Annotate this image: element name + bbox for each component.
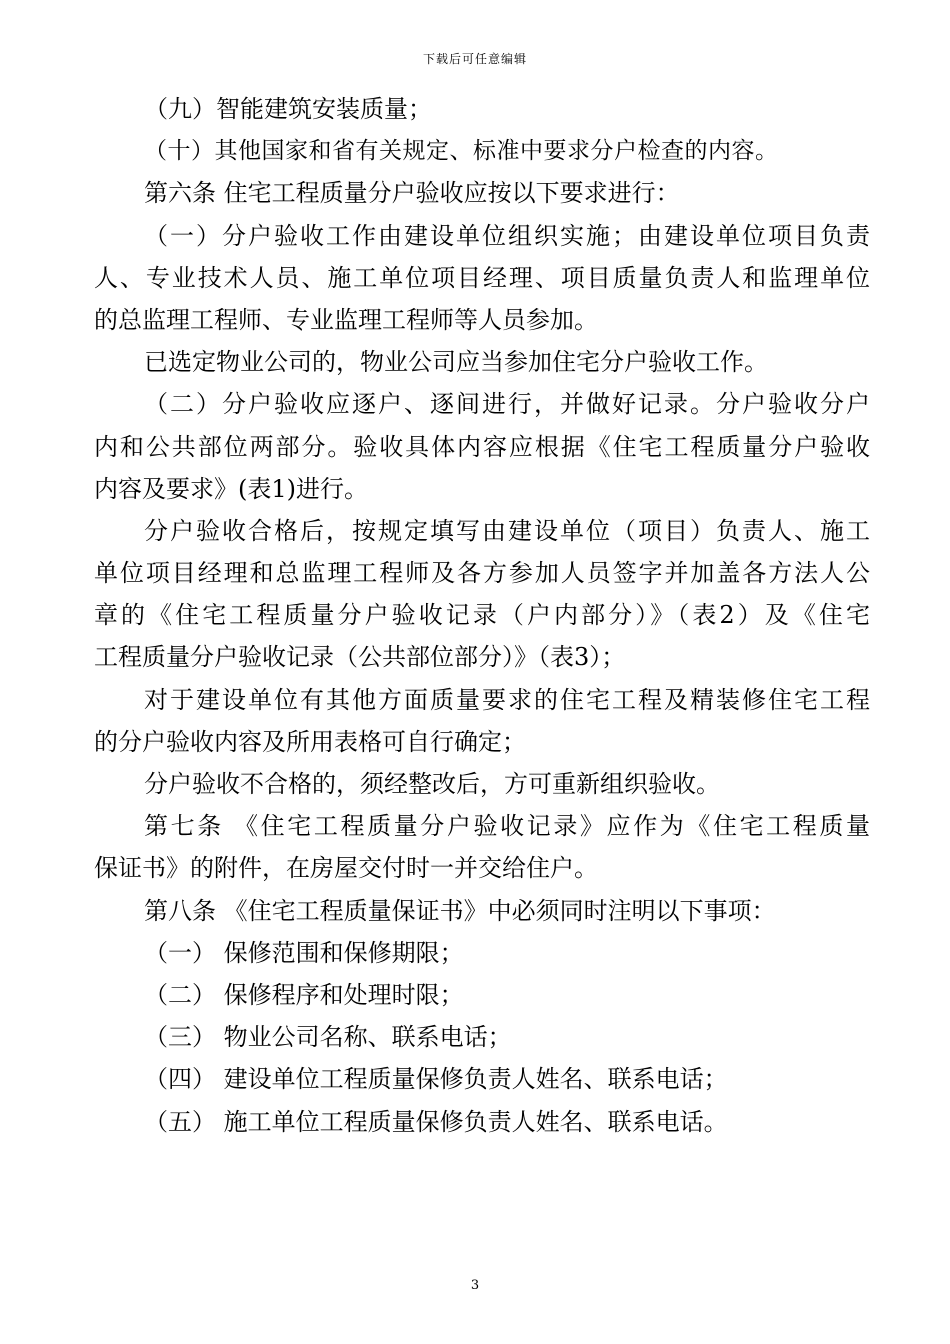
paragraph-line: （九）智能建筑安装质量； bbox=[144, 95, 432, 123]
paragraph-line: 分户验收不合格的，须经整改后，方可重新组织验收。 bbox=[144, 770, 720, 798]
paragraph-line: 人、专业技术人员、施工单位项目经理、项目质量负责人和监理单位 bbox=[94, 263, 870, 292]
paragraph-line: 的分户验收内容及所用表格可自行确定； bbox=[94, 727, 526, 756]
paragraph-line: 第七条 《住宅工程质量分户验收记录》应作为《住宅工程质量 bbox=[144, 812, 870, 841]
page-number: 3 bbox=[470, 1278, 480, 1293]
list-item: （四） 建设单位工程质量保修负责人姓名、联系电话； bbox=[144, 1065, 728, 1094]
paragraph-line: 工程质量分户验收记录（公共部位部分）》（表3）； bbox=[94, 643, 626, 672]
paragraph-line: 章的《住宅工程质量分户验收记录（户内部分）》（表2）及《住宅 bbox=[94, 601, 870, 630]
paragraph-line: 分户验收合格后，按规定填写由建设单位（项目）负责人、施工 bbox=[144, 516, 870, 545]
paragraph-line: 的总监理工程师、专业监理工程师等人员参加。 bbox=[94, 305, 598, 334]
paragraph-line: 第六条 住宅工程质量分户验收应按以下要求进行： bbox=[144, 179, 680, 208]
paragraph-line: 已选定物业公司的，物业公司应当参加住宅分户验收工作。 bbox=[144, 348, 768, 377]
paragraph-line: 对于建设单位有其他方面质量要求的住宅工程及精装修住宅工程 bbox=[144, 685, 870, 714]
list-item: （一） 保修范围和保修期限； bbox=[144, 938, 464, 967]
paragraph-line: 内和公共部位两部分。验收具体内容应根据《住宅工程质量分户验收 bbox=[94, 432, 870, 461]
list-item: （五） 施工单位工程质量保修负责人姓名、联系电话。 bbox=[144, 1107, 728, 1136]
paragraph-line: （二）分户验收应逐户、逐间进行，并做好记录。分户验收分户 bbox=[144, 390, 870, 419]
paragraph-line: 单位项目经理和总监理工程师及各方参加人员签字并加盖各方法人公 bbox=[94, 559, 870, 588]
document-body bbox=[94, 88, 870, 1143]
paragraph-line: （一）分户验收工作由建设单位组织实施；由建设单位项目负责 bbox=[144, 221, 870, 250]
list-item: （三） 物业公司名称、联系电话； bbox=[144, 1023, 512, 1052]
paragraph-line: 保证书》的附件，在房屋交付时一并交给住户。 bbox=[94, 854, 598, 883]
paragraph-line: 第八条 《住宅工程质量保证书》中必须同时注明以下事项： bbox=[144, 896, 776, 925]
page-header: 下载后可任意编辑 bbox=[422, 52, 527, 66]
paragraph-line: （十）其他国家和省有关规定、标准中要求分户检查的内容。 bbox=[144, 138, 779, 165]
list-item: （二） 保修程序和处理时限； bbox=[144, 980, 464, 1009]
paragraph-line: 内容及要求》(表1)进行。 bbox=[94, 474, 368, 503]
